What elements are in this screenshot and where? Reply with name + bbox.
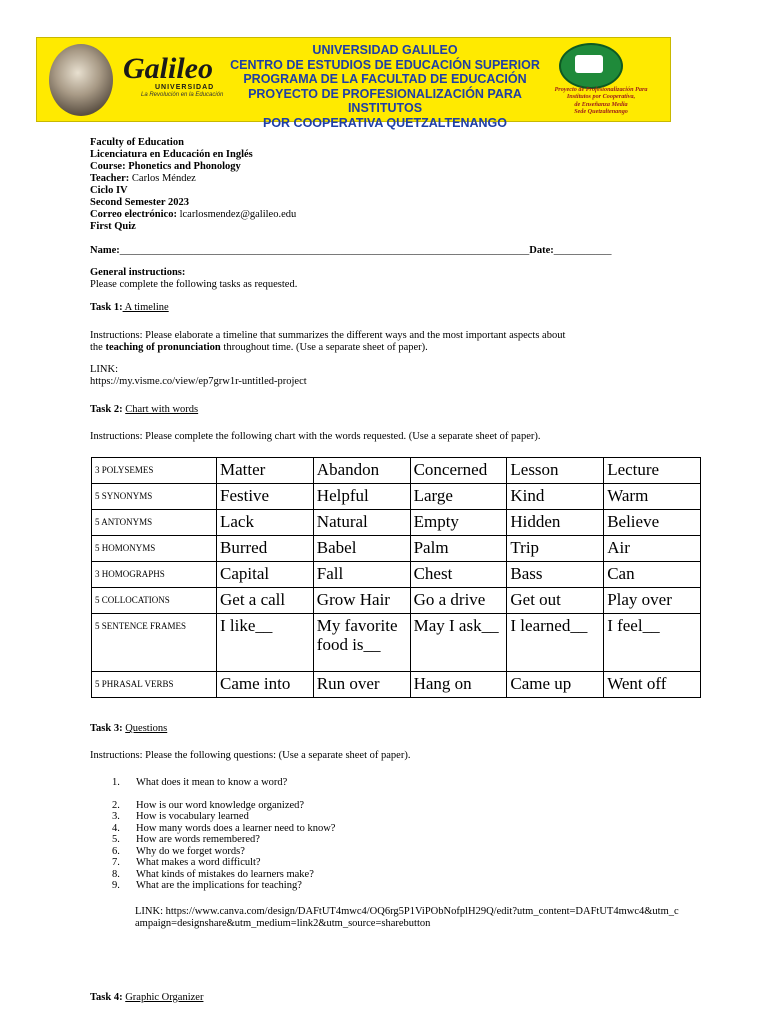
word-cell: Came into xyxy=(217,672,314,698)
word-cell: Concerned xyxy=(410,458,507,484)
task2-instructions: Instructions: Please complete the following chart with the words requested. (Use a separate sheet of paper). xyxy=(90,431,541,442)
word-cell: May I ask__ xyxy=(410,614,507,672)
word-cell: Helpful xyxy=(313,484,410,510)
task1-instr-text: throughout time. (Use a separate sheet of paper). xyxy=(220,342,428,353)
table-row xyxy=(92,614,701,672)
category-cell: 5 HOMONYMS xyxy=(92,536,217,562)
word-cell: Can xyxy=(604,562,701,588)
email-label: Correo electrónico: xyxy=(90,209,177,220)
name-date-line xyxy=(90,245,612,257)
table-row xyxy=(92,458,701,484)
name-label: Name: xyxy=(90,245,120,256)
task2-label: Task 2: xyxy=(90,404,123,415)
category-cell: 5 SYNONYMS xyxy=(92,484,217,510)
date-field[interactable]: ___________ xyxy=(553,245,612,256)
name-field[interactable]: ______________________________________________________________________________ xyxy=(119,245,530,256)
word-cell: Grow Hair xyxy=(313,588,410,614)
word-cell: Fall xyxy=(313,562,410,588)
word-cell: I feel__ xyxy=(604,614,701,672)
teacher-line xyxy=(90,173,196,185)
word-cell: Festive xyxy=(217,484,314,510)
task1-title: A timeline xyxy=(122,302,169,313)
galileo-logo-text: Galileo xyxy=(123,52,213,85)
word-cell: My favorite food is__ xyxy=(313,614,410,672)
task3-label: Task 3: xyxy=(90,723,123,734)
table-row xyxy=(92,536,701,562)
book-icon xyxy=(575,55,603,73)
category-cell: 5 ANTONYMS xyxy=(92,510,217,536)
word-cell: Came up xyxy=(507,672,604,698)
word-cell: Burred xyxy=(217,536,314,562)
task1-heading xyxy=(90,302,169,314)
email-line xyxy=(90,209,296,221)
task2-heading xyxy=(90,404,198,416)
task1-instructions-line1: Instructions: Please elaborate a timeline that summarizes the different ways and the most important aspects about xyxy=(90,330,566,341)
question-text: How is vocabulary learned xyxy=(136,811,249,822)
task3-title: Questions xyxy=(125,723,168,734)
cooperative-caption xyxy=(537,86,665,115)
banner-title-line: PROYECTO DE PROFESIONALIZACIÓN PARA INSTITUTOS xyxy=(248,86,522,115)
word-cell: Play over xyxy=(604,588,701,614)
word-cell: Lesson xyxy=(507,458,604,484)
word-cell: Natural xyxy=(313,510,410,536)
email-address: lcarlosmendez@galileo.edu xyxy=(176,209,297,220)
word-cell: Chest xyxy=(410,562,507,588)
task2-title: Chart with words xyxy=(125,404,199,415)
word-cell: Air xyxy=(604,536,701,562)
word-cell: Empty xyxy=(410,510,507,536)
task1-instr-text: the xyxy=(90,342,106,353)
task3-link[interactable]: LINK: https://www.canva.com/design/DAFtUT4mwc4/OQ6rg5P1ViPObNofplH29Q/edit?utm_content=DAFtUT4mwc4&utm_campaign=designshare&utm_medium=link2&utm_source=sharebutton xyxy=(135,906,679,929)
question-text: What does it mean to know a word? xyxy=(136,777,288,788)
word-cell: Palm xyxy=(410,536,507,562)
task3-heading xyxy=(90,723,167,735)
word-cell: Capital xyxy=(217,562,314,588)
task4-title: Graphic Organizer xyxy=(125,992,204,1003)
galileo-tagline: La Revolución en la Educación xyxy=(141,92,224,98)
word-cell: Hang on xyxy=(410,672,507,698)
question-text: What kinds of mistakes do learners make? xyxy=(136,868,314,880)
list-item: 5. How are words remembered? xyxy=(112,834,260,845)
banner-title-line: PROGRAMA DE LA FACULTAD DE EDUCACIÓN xyxy=(243,72,527,86)
list-item: 7. What makes a word difficult? xyxy=(112,857,261,868)
galileo-logo-subtitle: UNIVERSIDAD xyxy=(155,84,215,91)
task1-link[interactable]: https://my.visme.co/view/ep7grw1r-untitled-project xyxy=(90,376,307,387)
question-list xyxy=(112,777,335,892)
faculty-line: Faculty of Education xyxy=(90,137,184,148)
category-cell: 5 PHRASAL VERBS xyxy=(92,672,217,698)
question-text: What are the implications for teaching? xyxy=(136,880,302,891)
word-cell: Bass xyxy=(507,562,604,588)
cooperative-caption-line: de Enseñanza Media xyxy=(574,100,628,108)
task1-instr-emphasis: teaching of pronunciation xyxy=(105,342,221,353)
word-cell: Went off xyxy=(604,672,701,698)
cooperative-caption-line: Institutos por Cooperativa, xyxy=(566,93,636,101)
word-cell: Lecture xyxy=(604,458,701,484)
question-text: How many words does a learner need to know? xyxy=(136,822,336,834)
word-cell: Get a call xyxy=(217,588,314,614)
date-label: Date: xyxy=(529,245,554,256)
word-cell: Kind xyxy=(507,484,604,510)
word-cell: Run over xyxy=(313,672,410,698)
word-cell: Babel xyxy=(313,536,410,562)
question-text: Why do we forget words? xyxy=(136,845,245,857)
category-cell: 5 SENTENCE FRAMES xyxy=(92,614,217,672)
word-chart-table xyxy=(91,457,701,698)
list-item: 2. How is our word knowledge organized? xyxy=(112,799,305,811)
word-cell: Get out xyxy=(507,588,604,614)
banner-title-line: POR COOPERATIVA QUETZALTENANGO xyxy=(263,115,507,130)
word-cell: Matter xyxy=(217,458,314,484)
list-item: 1. What does it mean to know a word? xyxy=(112,777,288,788)
word-cell: Go a drive xyxy=(410,588,507,614)
list-item: 9. What are the implications for teaching? xyxy=(112,880,302,891)
degree-line: Licenciatura en Educación en Inglés xyxy=(90,149,253,160)
list-item: 3. How is vocabulary learned xyxy=(112,811,249,822)
word-cell: Trip xyxy=(507,536,604,562)
list-item: 8. What kinds of mistakes do learners make? xyxy=(112,868,314,880)
cycle-line: Ciclo IV xyxy=(90,185,128,196)
task4-heading xyxy=(90,992,203,1004)
quiz-title: First Quiz xyxy=(90,221,136,232)
category-cell: 5 COLLOCATIONS xyxy=(92,588,217,614)
table-row xyxy=(92,672,701,698)
table-row xyxy=(92,562,701,588)
category-cell: 3 HOMOGRAPHS xyxy=(92,562,217,588)
teacher-name: Carlos Méndez xyxy=(129,173,196,184)
header-banner xyxy=(36,37,671,130)
table-row xyxy=(92,484,701,510)
word-cell: Warm xyxy=(604,484,701,510)
table-row xyxy=(92,588,701,614)
teacher-label: Teacher: xyxy=(90,173,130,184)
course-line: Course: Phonetics and Phonology xyxy=(90,161,241,172)
list-item: 4. How many words does a learner need to know? xyxy=(112,822,336,834)
word-cell: I like__ xyxy=(217,614,314,672)
galileo-portrait-image xyxy=(49,44,113,116)
semester-line: Second Semester 2023 xyxy=(90,197,189,208)
task1-label: Task 1: xyxy=(90,302,123,313)
category-cell: 3 POLYSEMES xyxy=(92,458,217,484)
word-cell: Abandon xyxy=(313,458,410,484)
banner-title xyxy=(223,43,547,130)
general-instructions-text: Please complete the following tasks as requested. xyxy=(90,279,298,290)
word-cell: I learned__ xyxy=(507,614,604,672)
task3-instructions: Instructions: Please the following questions: (Use a separate sheet of paper). xyxy=(90,750,411,761)
task4-label: Task 4: xyxy=(90,992,123,1003)
task1-instructions-line2 xyxy=(90,342,428,354)
banner-title-line: UNIVERSIDAD GALILEO xyxy=(312,43,458,57)
task1-link-label: LINK: xyxy=(90,364,118,375)
question-text: How is our word knowledge organized? xyxy=(136,799,305,811)
list-item: 6. Why do we forget words? xyxy=(112,845,245,857)
question-text: What makes a word difficult? xyxy=(136,857,261,868)
word-cell: Hidden xyxy=(507,510,604,536)
word-cell: Large xyxy=(410,484,507,510)
word-cell: Believe xyxy=(604,510,701,536)
cooperative-caption-line: Proyecto de Profesionalización Para xyxy=(554,86,648,93)
banner-title-line: CENTRO DE ESTUDIOS DE EDUCACIÓN SUPERIOR xyxy=(230,57,540,72)
cooperative-caption-line: Sede Quetzaltenango xyxy=(574,107,628,115)
cooperative-logo xyxy=(559,43,623,89)
general-instructions-heading: General instructions: xyxy=(90,267,186,278)
word-cell: Lack xyxy=(217,510,314,536)
table-row xyxy=(92,510,701,536)
question-text: How are words remembered? xyxy=(136,834,260,845)
